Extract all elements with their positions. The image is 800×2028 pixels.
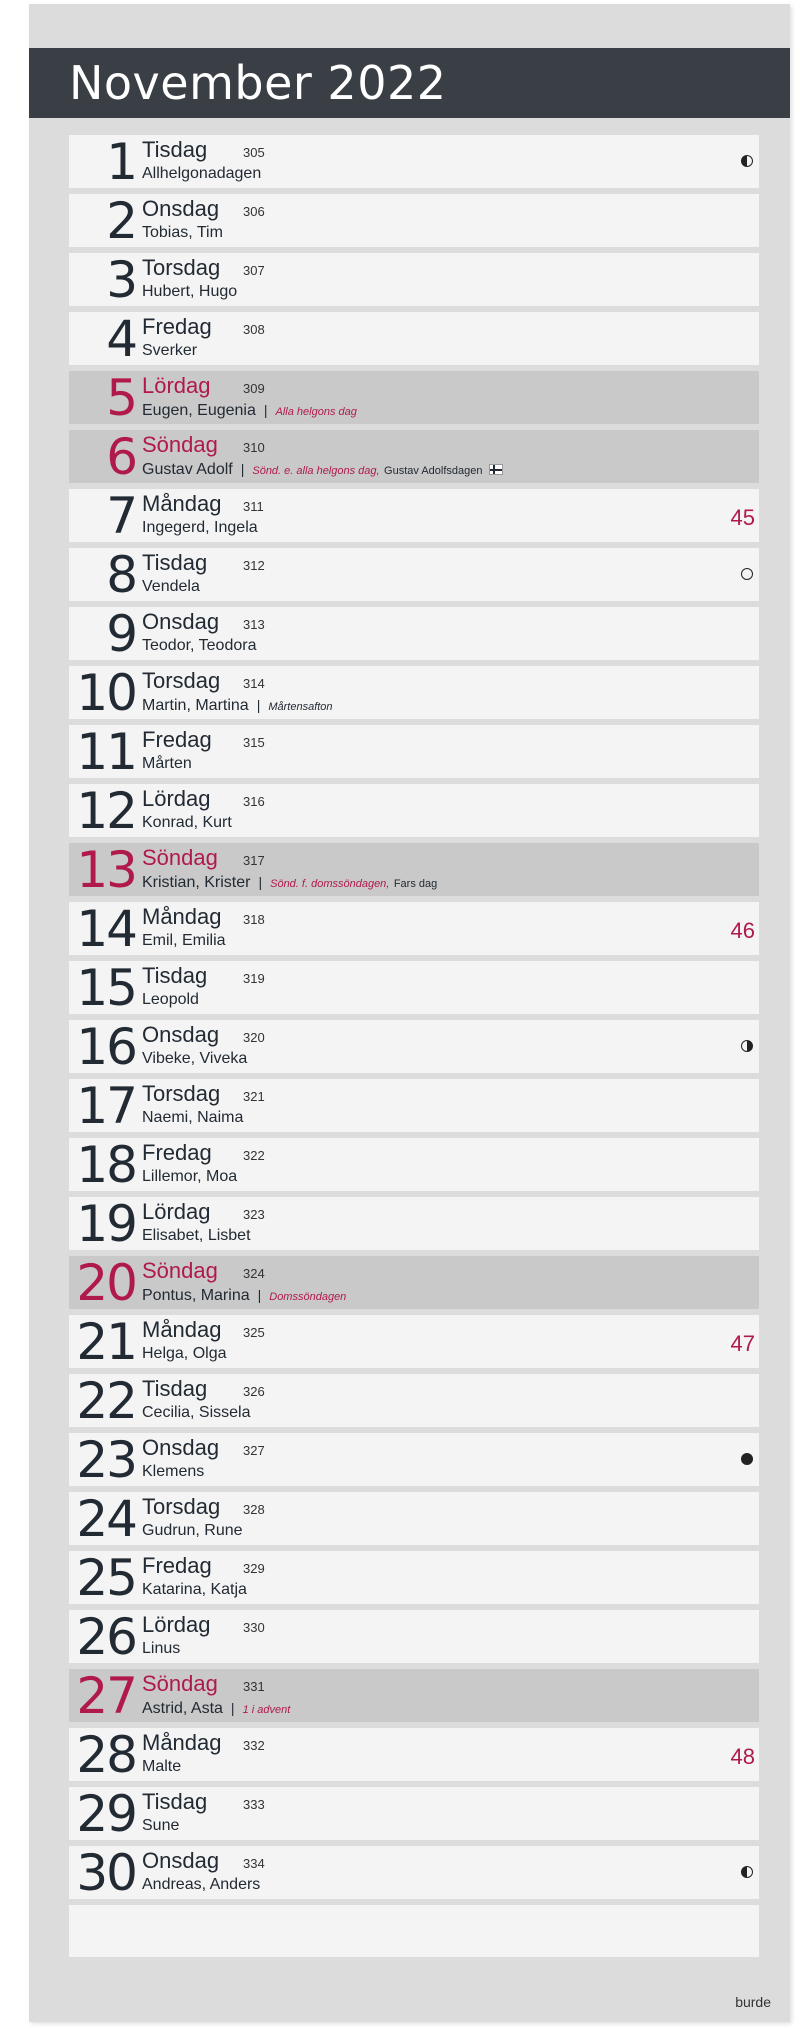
name-day-names: Pontus, Marina [142, 1287, 250, 1304]
name-day [142, 1285, 346, 1307]
day-of-year: 321 [243, 1089, 265, 1104]
week-number: 45 [730, 505, 755, 530]
day-number: 5 [106, 369, 136, 427]
name-day-names: Astrid, Asta [142, 1700, 223, 1717]
name-day [142, 400, 357, 422]
day-of-year: 331 [243, 1679, 265, 1694]
weekday-name: Måndag [142, 491, 222, 516]
day-of-year: 316 [243, 794, 265, 809]
day-of-year: 328 [243, 1502, 265, 1517]
day-row [69, 428, 759, 486]
day-row [69, 369, 759, 427]
name-day [142, 518, 258, 538]
name-day-names: Hubert, Hugo [142, 283, 238, 300]
day-row [69, 1785, 759, 1843]
day-of-year: 306 [243, 204, 265, 219]
weekday-name: Måndag [142, 1730, 222, 1755]
weekday-name: Onsdag [142, 196, 220, 221]
name-day-names: Elisabet, Lisbet [142, 1227, 251, 1244]
day-of-year: 308 [243, 322, 265, 337]
holiday-note-secondary: Gustav Adolfsdagen [384, 465, 483, 477]
day-row [69, 192, 759, 250]
separator: | [256, 697, 261, 713]
day-of-year: 319 [243, 971, 265, 986]
day-number: 12 [76, 782, 136, 840]
name-day [142, 1698, 290, 1720]
weekday-name: Tisdag [142, 1789, 208, 1814]
separator: | [258, 874, 263, 890]
day-of-year: 326 [243, 1384, 265, 1399]
day-row [69, 723, 759, 781]
name-day [142, 813, 232, 833]
name-day [142, 1757, 181, 1777]
name-day [142, 459, 503, 481]
weekday-name: Fredag [142, 1553, 212, 1578]
name-day [142, 577, 200, 597]
weekday-name: Söndag [142, 1671, 218, 1696]
holiday-note: Mårtensafton [268, 701, 333, 713]
name-day-names: Lillemor, Moa [142, 1168, 238, 1185]
name-day-names: Naemi, Naima [142, 1109, 244, 1126]
name-day-names: Andreas, Anders [142, 1876, 261, 1893]
month-title: November 2022 [69, 56, 447, 110]
day-of-year: 323 [243, 1207, 265, 1222]
day-of-year: 329 [243, 1561, 265, 1576]
weekday-name: Lördag [142, 1199, 211, 1224]
day-of-year: 305 [243, 145, 265, 160]
day-row [69, 1549, 759, 1607]
day-of-year: 310 [243, 440, 265, 455]
day-row [69, 1254, 759, 1312]
weekday-name: Onsdag [142, 609, 220, 634]
moon-phase-full-icon [741, 568, 753, 580]
weekday-name: Torsdag [142, 255, 221, 280]
day-of-year: 330 [243, 1620, 265, 1635]
moon-phase-last-icon [741, 1866, 753, 1878]
day-row [69, 251, 759, 309]
day-number: 13 [76, 841, 136, 899]
name-day-names: Vendela [142, 578, 200, 595]
day-of-year: 318 [243, 912, 265, 927]
name-day [142, 636, 256, 656]
day-row [69, 605, 759, 663]
name-day [142, 1049, 247, 1069]
weekday-name: Tisdag [142, 550, 208, 575]
day-number: 28 [76, 1726, 136, 1784]
holiday-note: 1 i advent [242, 1704, 291, 1716]
day-of-year: 325 [243, 1325, 265, 1340]
day-of-year: 322 [243, 1148, 265, 1163]
weekday-name: Torsdag [142, 668, 221, 693]
day-of-year: 324 [243, 1266, 265, 1281]
name-day-names: Gudrun, Rune [142, 1522, 243, 1539]
day-row [69, 1667, 759, 1725]
day-row [69, 782, 759, 840]
day-number: 10 [76, 664, 136, 722]
day-of-year: 315 [243, 735, 265, 750]
day-row [69, 959, 759, 1017]
name-day-names: Tobias, Tim [142, 224, 223, 241]
day-row [69, 1313, 759, 1371]
name-day-names: Teodor, Teodora [142, 637, 257, 654]
day-of-year: 333 [243, 1797, 265, 1812]
name-day [142, 1226, 251, 1246]
moon-phase-last-icon [741, 155, 753, 167]
name-day-names: Ingegerd, Ingela [142, 519, 258, 536]
name-day-names: Malte [142, 1758, 182, 1775]
blank-row [69, 1905, 759, 1957]
name-day [142, 990, 199, 1010]
day-of-year: 332 [243, 1738, 265, 1753]
weekday-name: Fredag [142, 314, 212, 339]
weekday-name: Tisdag [142, 137, 208, 162]
name-day [142, 695, 333, 717]
holiday-note: Sönd. f. domssöndagen, [270, 878, 390, 890]
day-row [69, 1077, 759, 1135]
weekday-name: Lördag [142, 373, 211, 398]
day-row [69, 1018, 759, 1076]
day-of-year: 313 [243, 617, 265, 632]
name-day-names: Linus [142, 1640, 181, 1657]
day-row [69, 310, 759, 368]
name-day-names: Emil, Emilia [142, 932, 226, 949]
day-list [69, 135, 759, 1957]
day-row [69, 841, 759, 899]
name-day [142, 1108, 243, 1128]
day-of-year: 317 [243, 853, 265, 868]
weekday-name: Tisdag [142, 1376, 208, 1401]
weekday-name: Onsdag [142, 1022, 220, 1047]
day-number: 26 [76, 1608, 136, 1666]
name-day-names: Mårten [142, 755, 192, 772]
day-number: 25 [76, 1549, 136, 1607]
separator: | [230, 1700, 235, 1716]
day-number: 29 [76, 1785, 136, 1843]
name-day-names: Katarina, Katja [142, 1581, 247, 1598]
day-row [69, 1490, 759, 1548]
name-day [142, 1403, 250, 1423]
name-day [142, 1167, 237, 1187]
week-number: 46 [730, 918, 755, 943]
day-row [69, 1726, 759, 1784]
weekday-name: Söndag [142, 1258, 218, 1283]
moon-phase-first-icon [741, 1040, 753, 1052]
day-row [69, 1195, 759, 1253]
holiday-note: Alla helgons dag [275, 406, 357, 418]
day-of-year: 307 [243, 263, 265, 278]
name-day [142, 223, 223, 243]
day-number: 21 [76, 1313, 136, 1371]
name-day-names: Allhelgonadagen [142, 165, 262, 182]
day-number: 2 [106, 192, 136, 250]
name-day [142, 1344, 227, 1364]
weekday-name: Lördag [142, 786, 211, 811]
day-of-year: 312 [243, 558, 265, 573]
day-number: 23 [76, 1431, 136, 1489]
weekday-name: Måndag [142, 904, 222, 929]
day-of-year: 320 [243, 1030, 265, 1045]
day-of-year: 314 [243, 676, 265, 691]
day-row [69, 1136, 759, 1194]
weekday-name: Tisdag [142, 963, 208, 988]
day-row [69, 546, 759, 604]
day-number: 15 [76, 959, 136, 1017]
weekday-name: Lördag [142, 1612, 211, 1637]
name-day-names: Kristian, Krister [142, 874, 251, 891]
week-number: 48 [730, 1744, 755, 1769]
day-number: 1 [106, 133, 136, 191]
name-day-names: Gustav Adolf [142, 461, 233, 478]
day-of-year: 309 [243, 381, 265, 396]
name-day [142, 1521, 243, 1541]
name-day-names: Helga, Olga [142, 1345, 227, 1362]
calendar-sheet [29, 4, 790, 2022]
name-day-names: Klemens [142, 1463, 205, 1480]
day-number: 16 [76, 1018, 136, 1076]
day-row [69, 1608, 759, 1666]
day-row [69, 900, 759, 958]
day-of-year: 327 [243, 1443, 265, 1458]
weekday-name: Fredag [142, 1140, 212, 1165]
day-number: 11 [76, 723, 136, 781]
name-day [142, 754, 192, 774]
holiday-note: Domssöndagen [269, 1291, 347, 1303]
name-day-names: Leopold [142, 991, 199, 1008]
day-row [69, 1431, 759, 1489]
name-day-names: Sune [142, 1817, 180, 1834]
day-number: 14 [76, 900, 136, 958]
day-row [69, 1372, 759, 1430]
weekday-name: Söndag [142, 432, 218, 457]
name-day-names: Konrad, Kurt [142, 814, 232, 831]
day-row [69, 1844, 759, 1902]
day-row [69, 133, 759, 191]
week-number: 47 [730, 1331, 755, 1356]
name-day-names: Cecilia, Sissela [142, 1404, 251, 1421]
brand-logo: burde [735, 1994, 771, 2010]
name-day-names: Vibeke, Viveka [142, 1050, 248, 1067]
day-number: 18 [76, 1136, 136, 1194]
name-day [142, 1639, 180, 1659]
day-number: 22 [76, 1372, 136, 1430]
day-row [69, 487, 759, 545]
name-day-names: Martin, Martina [142, 697, 249, 714]
holiday-note: Sönd. e. alla helgons dag, [252, 465, 380, 477]
day-of-year: 334 [243, 1856, 265, 1871]
day-number: 24 [76, 1490, 136, 1548]
swedish-flag-icon [489, 464, 503, 475]
name-day [142, 1816, 179, 1836]
day-number: 19 [76, 1195, 136, 1253]
day-number: 3 [106, 251, 136, 309]
name-day [142, 1462, 204, 1482]
name-day-names: Eugen, Eugenia [142, 402, 256, 419]
weekday-name: Torsdag [142, 1081, 221, 1106]
weekday-name: Onsdag [142, 1435, 220, 1460]
day-number: 9 [106, 605, 136, 663]
day-number: 4 [106, 310, 136, 368]
name-day [142, 1875, 260, 1895]
name-day [142, 1580, 247, 1600]
separator: | [263, 402, 268, 418]
day-number: 6 [106, 428, 136, 486]
name-day [142, 872, 437, 894]
month-header [29, 48, 790, 118]
day-number: 30 [76, 1844, 136, 1902]
weekday-name: Onsdag [142, 1848, 220, 1873]
moon-phase-new-icon [741, 1453, 753, 1465]
separator: | [240, 461, 245, 477]
weekday-name: Söndag [142, 845, 218, 870]
day-number: 20 [76, 1254, 136, 1312]
name-day [142, 282, 237, 302]
name-day [142, 931, 226, 951]
day-number: 17 [76, 1077, 136, 1135]
weekday-name: Torsdag [142, 1494, 221, 1519]
name-day [142, 164, 261, 184]
day-number: 7 [106, 487, 136, 545]
day-number: 8 [106, 546, 136, 604]
name-day [142, 341, 197, 361]
day-row [69, 664, 759, 722]
separator: | [257, 1287, 262, 1303]
holiday-note-secondary: Fars dag [393, 878, 438, 890]
weekday-name: Måndag [142, 1317, 222, 1342]
day-of-year: 311 [243, 499, 264, 514]
name-day-names: Sverker [142, 342, 198, 359]
day-number: 27 [76, 1667, 136, 1725]
weekday-name: Fredag [142, 727, 212, 752]
